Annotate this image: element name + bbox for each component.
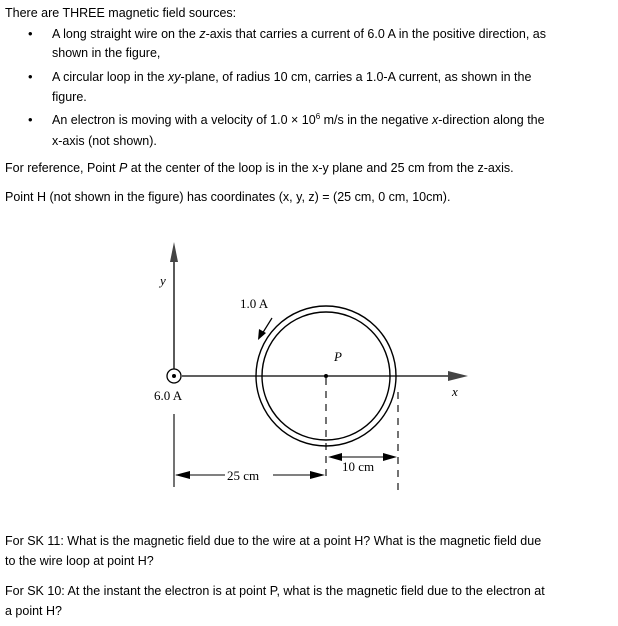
point-p-label: P (334, 349, 342, 364)
bullet-3-line-2: x-axis (not shown). (52, 134, 157, 148)
bullet-2-line-2: figure. (52, 90, 87, 104)
sk11-question-line-2: to the wire loop at point H? (5, 554, 154, 568)
loop-current-label: 1.0 A (240, 296, 269, 311)
sk10-question-line-1: For SK 10: At the instant the electron is at point P, what is the magnetic field due to the electron at (5, 584, 545, 598)
bullet-1-text-a: A long straight wire on the (52, 27, 200, 41)
radius-right-arrowhead-icon (383, 453, 397, 461)
radius-label: 10 cm (342, 459, 375, 474)
point-h-text: Point H (not shown in the figure) has coordinates (x, y, z) = (25 cm, 0 cm, 10cm). (5, 190, 451, 204)
y-axis-label: y (160, 273, 166, 288)
y-axis-arrowhead-icon (170, 242, 178, 262)
intro-heading: There are THREE magnetic field sources: (5, 6, 237, 20)
bullet-3-exponent: 6 (315, 111, 321, 121)
wire-dot-icon (172, 374, 176, 378)
point-p-marker (324, 374, 328, 378)
bullet-1-var: z (199, 27, 206, 41)
reference-text-b: at the center of the loop is in the x-y plane and 25 cm from the z-axis. (127, 161, 514, 175)
bullet-2-text-a: A circular loop in the (52, 70, 169, 84)
bullet-3-text-a: An electron is moving with a velocity of 1.0 × 10 (52, 113, 316, 127)
x-axis-arrowhead-icon (448, 371, 468, 381)
bullet-2-text-b: -plane, of radius 10 cm, carries a 1.0-A current, as shown in the (180, 70, 532, 84)
distance-left-arrowhead-icon (175, 471, 190, 479)
sk11-question-line-1: For SK 11: What is the magnetic field due to the wire at a point H? What is the magnetic field due (5, 534, 542, 548)
x-axis-label: x (452, 384, 458, 399)
reference-text-a: For reference, Point (5, 161, 119, 175)
distance-label: 25 cm (227, 468, 260, 483)
bullet-dot-icon: • (28, 69, 33, 84)
bullet-3-text-c: -direction along the (438, 113, 545, 127)
bullet-dot-icon: • (28, 112, 33, 127)
bullet-3-text-b: m/s in the negative (320, 113, 433, 127)
bullet-1-text-b: -axis that carries a current of 6.0 A in the positive direction, as (205, 27, 547, 41)
wire-current-label: 6.0 A (154, 388, 183, 403)
bullet-3-var: x (432, 113, 439, 127)
radius-left-arrowhead-icon (328, 453, 342, 461)
distance-right-arrowhead-icon (310, 471, 325, 479)
bullet-dot-icon: • (28, 26, 33, 41)
sk10-question-line-2: a point H? (5, 604, 62, 618)
bullet-1-line-2: shown in the figure, (52, 46, 161, 60)
bullet-2-var: xy (168, 70, 181, 84)
reference-var: P (118, 161, 128, 175)
